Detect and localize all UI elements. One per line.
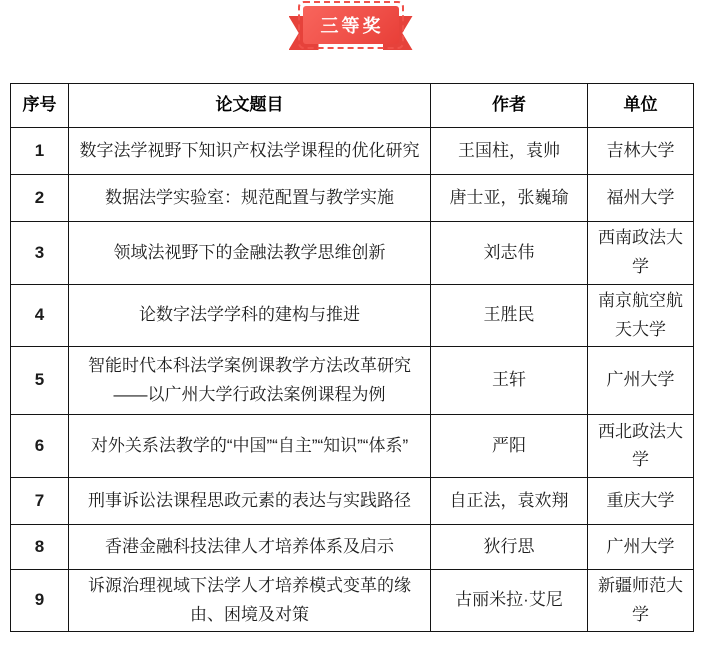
cell-unit: 广州大学 — [588, 525, 694, 570]
cell-no: 7 — [11, 478, 69, 525]
header-no: 序号 — [11, 84, 69, 128]
cell-authors: 王胜民 — [431, 285, 588, 347]
cell-title: 数据法学实验室：规范配置与教学实施 — [69, 175, 431, 222]
cell-authors: 唐士亚，张巍瑜 — [431, 175, 588, 222]
cell-authors: 王国柱，袁帅 — [431, 128, 588, 175]
table-row — [11, 347, 694, 415]
awards-table — [10, 83, 694, 632]
cell-authors: 自正法，袁欢翔 — [431, 478, 588, 525]
cell-title: 数字法学视野下知识产权法学课程的优化研究 — [69, 128, 431, 175]
cell-no: 8 — [11, 525, 69, 570]
cell-authors: 严阳 — [431, 415, 588, 478]
cell-no: 4 — [11, 285, 69, 347]
table-row — [11, 570, 694, 632]
table-body — [11, 128, 694, 632]
cell-authors: 王轩 — [431, 347, 588, 415]
table-row — [11, 415, 694, 478]
cell-no: 6 — [11, 415, 69, 478]
banner-label: 三等奖 — [303, 6, 399, 44]
cell-title: 刑事诉讼法课程思政元素的表达与实践路径 — [69, 478, 431, 525]
header-title: 论文题目 — [69, 84, 431, 128]
banner-ribbon — [289, 6, 413, 52]
cell-no: 1 — [11, 128, 69, 175]
cell-authors: 古丽米拉·艾尼 — [431, 570, 588, 632]
table-row — [11, 525, 694, 570]
cell-no: 9 — [11, 570, 69, 632]
cell-unit: 南京航空航天大学 — [588, 285, 694, 347]
cell-authors: 狄行思 — [431, 525, 588, 570]
cell-title: 诉源治理视域下法学人才培养模式变革的缘由、困境及对策 — [69, 570, 431, 632]
table-row — [11, 175, 694, 222]
cell-unit: 新疆师范大学 — [588, 570, 694, 632]
cell-title: 论数字法学学科的建构与推进 — [69, 285, 431, 347]
cell-unit: 福州大学 — [588, 175, 694, 222]
cell-no: 3 — [11, 222, 69, 285]
cell-unit: 吉林大学 — [588, 128, 694, 175]
cell-unit: 重庆大学 — [588, 478, 694, 525]
table-row — [11, 222, 694, 285]
table-row — [11, 285, 694, 347]
header-unit: 单位 — [588, 84, 694, 128]
cell-title: 领域法视野下的金融法教学思维创新 — [69, 222, 431, 285]
table-row — [11, 478, 694, 525]
cell-unit: 广州大学 — [588, 347, 694, 415]
table-header-row — [11, 84, 694, 128]
cell-no: 2 — [11, 175, 69, 222]
cell-title: 对外关系法教学的“中国”“自主”“知识”“体系” — [69, 415, 431, 478]
cell-unit: 西北政法大学 — [588, 415, 694, 478]
cell-no: 5 — [11, 347, 69, 415]
cell-title: 香港金融科技法律人才培养体系及启示 — [69, 525, 431, 570]
header-authors: 作者 — [431, 84, 588, 128]
cell-unit: 西南政法大学 — [588, 222, 694, 285]
table-row — [11, 128, 694, 175]
cell-title: 智能时代本科法学案例课教学方法改革研究——以广州大学行政法案例课程为例 — [69, 347, 431, 415]
cell-authors: 刘志伟 — [431, 222, 588, 285]
